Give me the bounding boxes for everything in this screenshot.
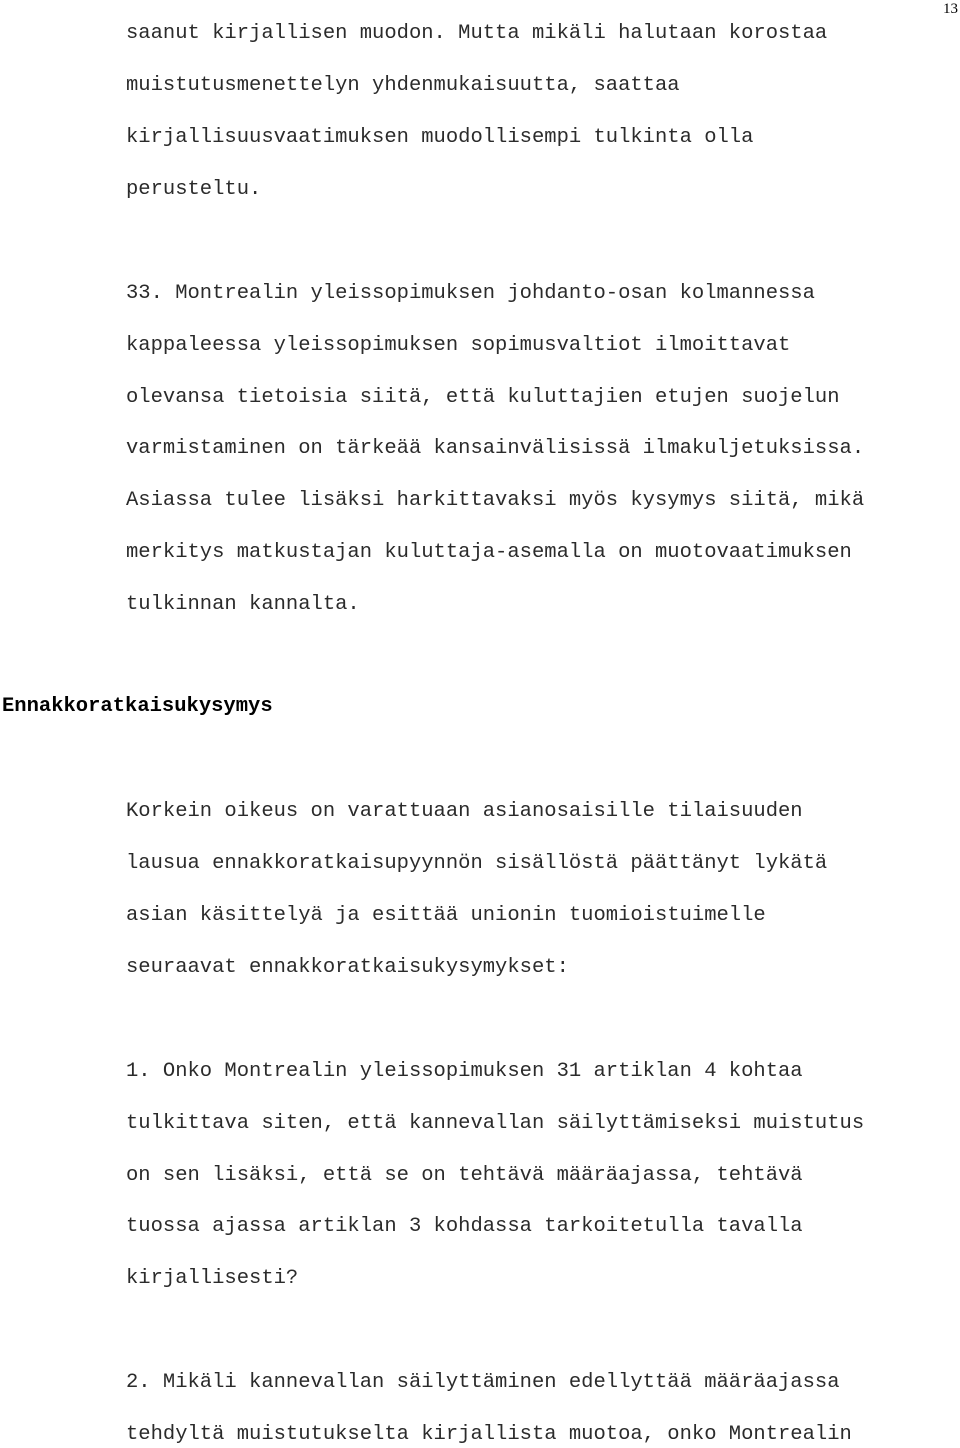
page-number: 13 [943, 1, 958, 17]
text-line: tehdyltä muistutukselta kirjallista muotoa, onko Montrealin [126, 1423, 852, 1446]
text-line: perusteltu. [126, 178, 262, 201]
text-line: kirjallisuusvaatimuksen muodollisempi tulkinta olla [126, 126, 754, 149]
text-line: on sen lisäksi, että se on tehtävä määräajassa, tehtävä [126, 1164, 803, 1187]
text-line: 1. Onko Montrealin yleissopimuksen 31 artiklan 4 kohtaa [126, 1060, 803, 1083]
text-line: asian käsittelyä ja esittää unionin tuomioistuimelle [126, 904, 766, 927]
text-line: tuossa ajassa artiklan 3 kohdassa tarkoitetulla tavalla [126, 1215, 803, 1238]
text-line: tulkittava siten, että kannevallan säilyttämiseksi muistutus [126, 1112, 865, 1135]
text-line: Korkein oikeus on varattuaan asianosaisille tilaisuuden [126, 800, 803, 823]
text-line: merkitys matkustajan kuluttaja-asemalla on muotovaatimuksen [126, 541, 852, 564]
text-line: seuraavat ennakkoratkaisukysymykset: [126, 956, 569, 979]
section-heading: Ennakkoratkaisukysymys [2, 695, 273, 718]
text-line: saanut kirjallisen muodon. Mutta mikäli halutaan korostaa [126, 22, 828, 45]
text-line: tulkinnan kannalta. [126, 593, 360, 616]
text-line: kirjallisesti? [126, 1267, 299, 1290]
text-line: varmistaminen on tärkeää kansainvälisissä ilmakuljetuksissa. [126, 437, 865, 460]
text-line: 2. Mikäli kannevallan säilyttäminen edellyttää määräajassa [126, 1371, 840, 1394]
text-line: Asiassa tulee lisäksi harkittavaksi myös kysymys siitä, mikä [126, 489, 865, 512]
text-line: kappaleessa yleissopimuksen sopimusvaltiot ilmoittavat [126, 334, 791, 357]
text-line: muistutusmenettelyn yhdenmukaisuutta, saattaa [126, 74, 680, 97]
text-line: olevansa tietoisia siitä, että kuluttajien etujen suojelun [126, 386, 840, 409]
text-line: lausua ennakkoratkaisupyynnön sisällöstä päättänyt lykätä [126, 852, 828, 875]
text-line: 33. Montrealin yleissopimuksen johdanto-osan kolmannessa [126, 282, 815, 305]
